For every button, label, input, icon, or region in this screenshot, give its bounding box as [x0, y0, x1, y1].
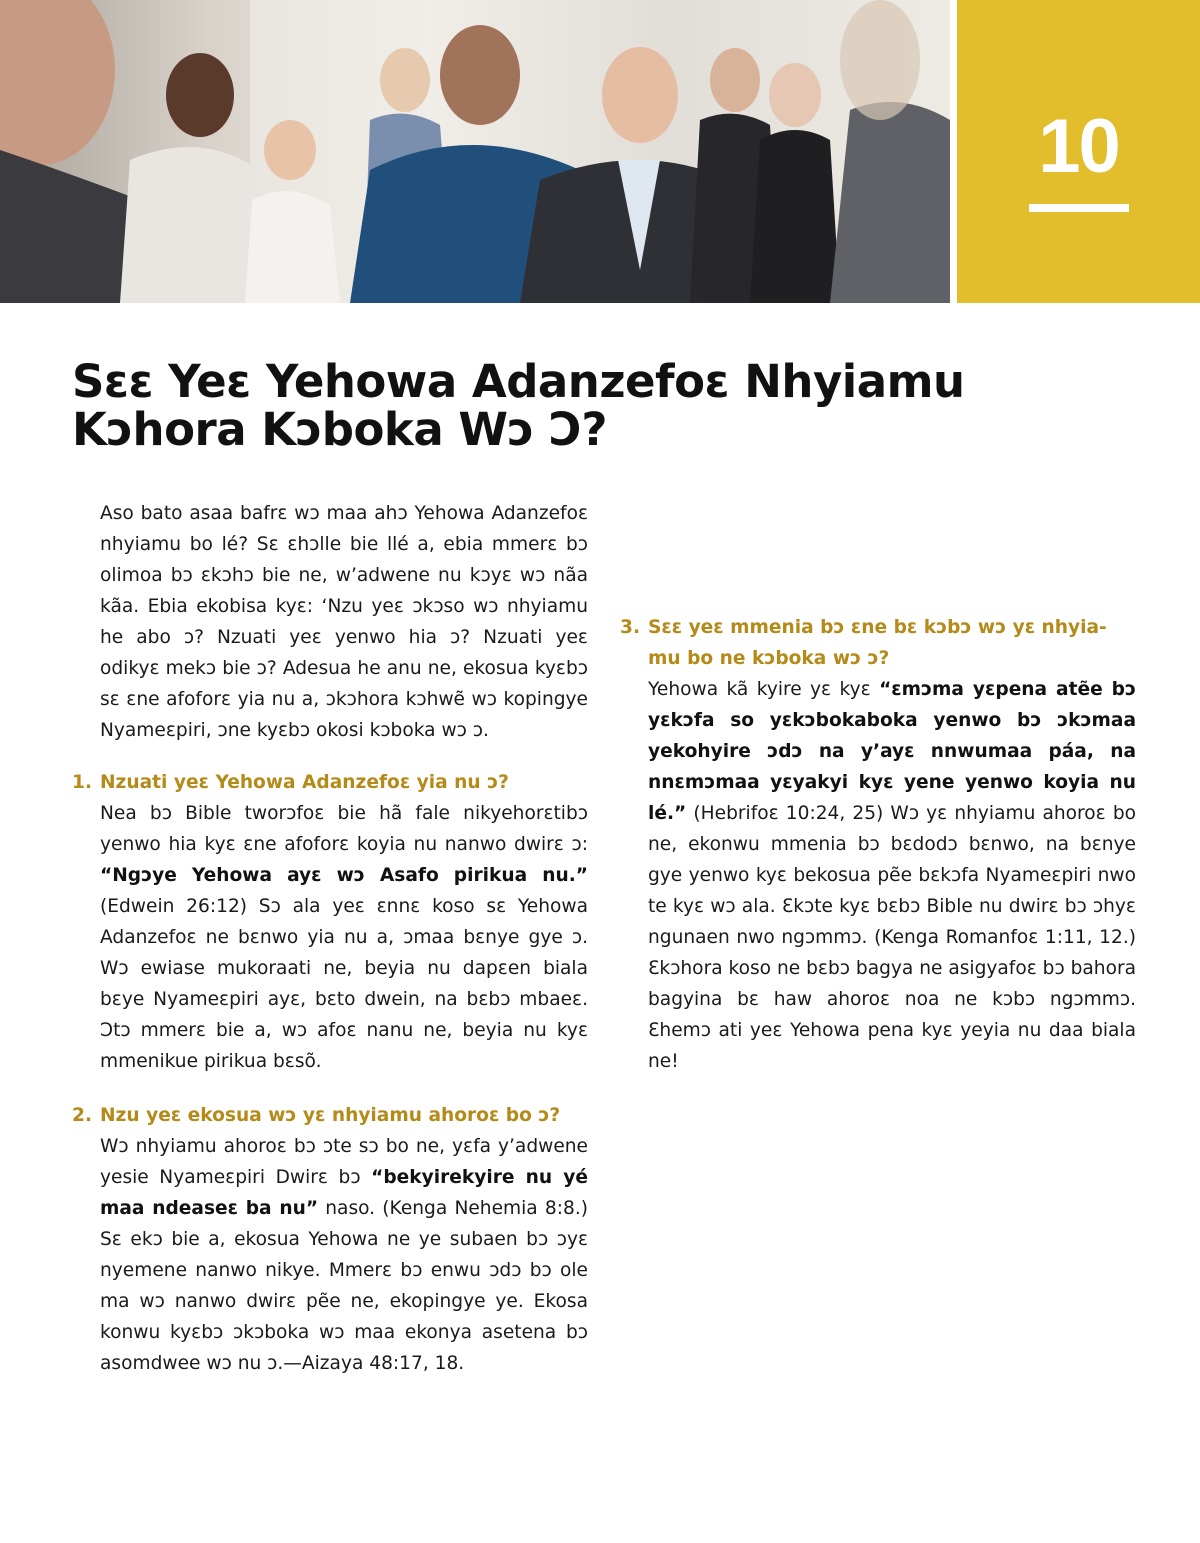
answer-text-a: Yehowa kã kyire yɛ kyɛ — [648, 679, 880, 700]
answer-paragraph-3 — [648, 674, 1136, 1077]
answer-text-b: naso. (Kenga Nehemia 8:8.) Sɛ ekɔ bie a, ekosua Yehowa ne ye subaen bɔ ɔyɛ nyemene nanwo nikye. Mmerɛ bɔ enwu ɔdɔ bɔ ole ma wɔ nanwo dwirɛ pẽe ne, ekopingye ye. Ekosa konwu kyɛbɔ ɔkɔboka wɔ maa ekonya asetena bɔ asomdwee wɔ nu ɔ.—Aizaya 48:17, 18. — [100, 1198, 588, 1374]
chapter-number: 10 — [1038, 104, 1119, 189]
answer-text-b: (Edwein 26:12) Sɔ ala yeɛ ɛnnɛ koso sɛ Yehowa Adanzefoɛ ne bɛnwo yia nu a, ɔmaa bɛnye gye ɔ. Wɔ ewiase mukoraati ne, beyia nu dapɛen biala bɛye Nyameɛpiri ayɛ, bɛto dwein, na bɛbɔ mbaeɛ. Ɔtɔ mmerɛ bie a, wɔ afoɛ nanu ne, beyia nu kyɛ mmenikue pirikua bɛsõ. — [100, 896, 588, 1072]
question-number: 2. — [72, 1105, 93, 1126]
hero-photo — [0, 0, 950, 303]
title-line-1: Sɛɛ Yeɛ Yehowa Adanzefoɛ Nhyiamu — [72, 355, 965, 408]
answer-paragraph-2 — [100, 1131, 588, 1379]
question-text-line-1: Sɛɛ yeɛ mmenia bɔ ɛne bɛ kɔbɔ wɔ yɛ nhyia- — [648, 617, 1107, 638]
chapter-number-block — [957, 0, 1200, 303]
question-number: 3. — [620, 617, 641, 638]
chapter-number-underline — [1029, 204, 1129, 212]
answer-paragraph-1 — [100, 798, 588, 1077]
question-number: 1. — [72, 772, 93, 793]
scripture-quote: “bekyirekyire nu yé maa ndeaseɛ ba nu” — [100, 1167, 588, 1219]
question-text-line-2: mu bo ne kɔboka wɔ ɔ? — [648, 648, 890, 669]
intro-paragraph: Aso bato asaa bafrɛ wɔ maa ahɔ Yehowa Adanzefoɛ nhyiamu bo lé? Sɛ ɛhɔlle bie llé a, ebia mmerɛ bɔ olimoa bɔ ɛkɔhɔ bie ne, w’adwene nu kɔyɛ wɔ nãa kãa. Ebia ekobisa kyɛ: ‘Nzu yeɛ ɔkɔso wɔ nhyiamu he abo ɔ? Nzuati yeɛ yenwo hia ɔ? Nzuati yeɛ odikyɛ mekɔ bie ɔ? Adesua he anu ne, ekosua kyɛbɔ sɛ ɛne afoforɛ yia nu a, ɔkɔhora kɔhwẽ wɔ kopingye Nyameɛpiri, ɔne kyɛbɔ okosi kɔboka wɔ ɔ. — [100, 503, 588, 741]
right-column-content — [620, 612, 1136, 1077]
question-heading-2 — [72, 1100, 588, 1131]
scripture-quote: “ɛmɔma yɛpena atẽe bɔ yɛkɔfa so yɛkɔbokaboka yenwo bɔ ɔkɔmaa yekohyire ɔdɔ na y’ayɛ nnwumaa páa, na nnɛmɔmaa yɛyakyi kyɛ yene yenwo koyia nu lé.” — [648, 679, 1136, 824]
question-heading-1 — [72, 767, 588, 798]
answer-text-a: Nea bɔ Bible tworɔfoɛ bie hã fale nikyehorɛtibɔ yenwo hia kyɛ ɛne afoforɛ koyia nu nanwo dwirɛ ɔ: — [100, 803, 588, 855]
page-title — [72, 355, 1132, 456]
congregation-photo-illustration — [0, 0, 950, 303]
question-text: Nzuati yeɛ Yehowa Adanzefoɛ yia nu ɔ? — [100, 772, 509, 793]
question-heading-3 — [620, 612, 1136, 674]
answer-text-a: Wɔ nhyiamu ahoroɛ bɔ ɔte sɔ bo ne, yɛfa y’adwene yesie Nyameɛpiri Dwirɛ bɔ — [100, 1136, 588, 1188]
answer-text-b: (Hebrifoɛ 10:24, 25) Wɔ yɛ nhyiamu ahoroɛ bo ne, ekonwu mmenia bɔ bɛdodɔ bɛnwo, na bɛnye gye yenwo kyɛ bekosua pẽe bɛkɔfa Nyameɛpiri nwo te kyɛ wɔ ala. Ɛkɔte kyɛ bɛbɔ Bible nu dwirɛ bɔ ɔhyɛ ngunaen nwo ngɔmmɔ. (Kenga Romanfoɛ 1:11, 12.) Ɛkɔhora koso ne bɛbɔ bagya ne asigyafoɛ bɔ bahora bagyina bɛ haw ahoroɛ noa ne kɔbɔ ngɔmmɔ. Ɛhemɔ ati yeɛ Yehowa pena kyɛ yeyia nu daa biala ne! — [648, 803, 1136, 1072]
title-line-2: Kɔhora Kɔboka Wɔ Ɔ? — [72, 403, 607, 456]
left-column — [72, 498, 588, 1379]
question-text: Nzu yeɛ ekosua wɔ yɛ nhyiamu ahoroɛ bo ɔ? — [100, 1105, 561, 1126]
scripture-quote: “Ngɔye Yehowa ayɛ wɔ Asafo pirikua nu.” — [100, 865, 588, 886]
